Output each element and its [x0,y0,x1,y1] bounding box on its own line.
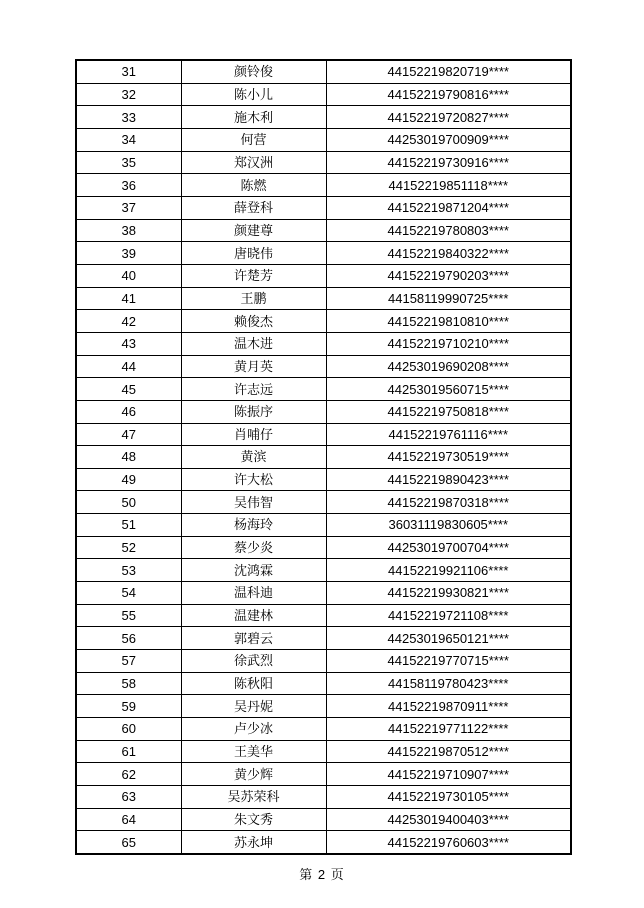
table-row [76,672,571,695]
table-row [76,378,571,401]
table-row [76,83,571,106]
id-number-cell: 44152219840322**** [326,242,571,265]
name-cell: 许大松 [181,468,326,491]
name-cell: 黄滨 [181,446,326,469]
name-cell: 颜建尊 [181,219,326,242]
id-number-cell: 44152219770715**** [326,650,571,673]
table-row [76,582,571,605]
id-number-cell: 44152219761116**** [326,423,571,446]
row-number-cell: 57 [76,650,181,673]
table-row [76,650,571,673]
name-cell: 何营 [181,128,326,151]
name-cell: 吴伟智 [181,491,326,514]
id-number-cell: 44253019400403**** [326,808,571,831]
name-cell: 温科迪 [181,582,326,605]
name-cell: 赖俊杰 [181,310,326,333]
id-number-cell: 44158119990725**** [326,287,571,310]
name-cell: 郑汉洲 [181,151,326,174]
id-number-cell: 44152219871204**** [326,196,571,219]
row-number-cell: 42 [76,310,181,333]
id-number-cell: 44152219890423**** [326,468,571,491]
id-number-cell: 44152219790816**** [326,83,571,106]
name-cell: 郭碧云 [181,627,326,650]
row-number-cell: 63 [76,786,181,809]
row-number-cell: 41 [76,287,181,310]
table-row [76,536,571,559]
id-number-cell: 44253019700704**** [326,536,571,559]
table-row [76,763,571,786]
id-number-cell: 44152219730105**** [326,786,571,809]
table-row [76,174,571,197]
id-number-cell: 44152219810810**** [326,310,571,333]
name-cell: 肖哺仔 [181,423,326,446]
table-row [76,219,571,242]
table-row [76,310,571,333]
table-row [76,740,571,763]
id-number-cell: 44158119780423**** [326,672,571,695]
row-number-cell: 46 [76,400,181,423]
row-number-cell: 59 [76,695,181,718]
table-row [76,604,571,627]
row-number-cell: 53 [76,559,181,582]
id-number-cell: 44152219820719**** [326,60,571,83]
table-row [76,627,571,650]
table-row [76,400,571,423]
name-cell: 陈振序 [181,400,326,423]
row-number-cell: 44 [76,355,181,378]
row-number-cell: 37 [76,196,181,219]
id-number-cell: 44152219750818**** [326,400,571,423]
id-number-cell: 44152219721108**** [326,604,571,627]
name-cell: 沈鸿霖 [181,559,326,582]
id-number-cell: 44152219730916**** [326,151,571,174]
id-number-cell: 44152219771122**** [326,718,571,741]
row-number-cell: 49 [76,468,181,491]
name-cell: 薛登科 [181,196,326,219]
name-cell: 卢少冰 [181,718,326,741]
name-cell: 陈秋阳 [181,672,326,695]
id-number-cell: 44152219870911**** [326,695,571,718]
name-cell: 许志远 [181,378,326,401]
row-number-cell: 39 [76,242,181,265]
id-number-cell: 36031119830605**** [326,514,571,537]
row-number-cell: 62 [76,763,181,786]
table-row [76,468,571,491]
table-row [76,60,571,83]
table-row [76,831,571,854]
name-cell: 吴丹妮 [181,695,326,718]
row-number-cell: 43 [76,332,181,355]
name-cell: 吴苏荣科 [181,786,326,809]
name-cell: 黄少辉 [181,763,326,786]
id-number-cell: 44152219870318**** [326,491,571,514]
row-number-cell: 51 [76,514,181,537]
row-number-cell: 50 [76,491,181,514]
name-cell: 温建林 [181,604,326,627]
name-cell: 陈小儿 [181,83,326,106]
name-cell: 徐武烈 [181,650,326,673]
id-number-cell: 44152219921106**** [326,559,571,582]
row-number-cell: 47 [76,423,181,446]
page-number-footer: 第 2 页 [299,867,345,882]
row-number-cell: 33 [76,106,181,129]
id-number-cell: 44152219790203**** [326,264,571,287]
id-number-cell: 44253019650121**** [326,627,571,650]
name-cell: 颜铃俊 [181,60,326,83]
id-number-cell: 44253019560715**** [326,378,571,401]
table-row [76,695,571,718]
row-number-cell: 32 [76,83,181,106]
table-row [76,559,571,582]
id-number-cell: 44152219870512**** [326,740,571,763]
id-number-cell: 44152219930821**** [326,582,571,605]
table-row [76,242,571,265]
table-row [76,287,571,310]
row-number-cell: 34 [76,128,181,151]
name-cell: 杨海玲 [181,514,326,537]
name-cell: 黄月英 [181,355,326,378]
row-number-cell: 65 [76,831,181,854]
row-number-cell: 56 [76,627,181,650]
name-cell: 蔡少炎 [181,536,326,559]
row-number-cell: 58 [76,672,181,695]
row-number-cell: 52 [76,536,181,559]
id-number-cell: 44152219710210**** [326,332,571,355]
id-number-cell: 44152219730519**** [326,446,571,469]
row-number-cell: 48 [76,446,181,469]
name-cell: 苏永坤 [181,831,326,854]
row-number-cell: 35 [76,151,181,174]
id-number-cell: 44152219780803**** [326,219,571,242]
table-row [76,786,571,809]
table-row [76,106,571,129]
name-cell: 唐晓伟 [181,242,326,265]
name-cell: 王鹏 [181,287,326,310]
row-number-cell: 60 [76,718,181,741]
row-number-cell: 40 [76,264,181,287]
row-number-cell: 31 [76,60,181,83]
name-cell: 许楚芳 [181,264,326,287]
table-row [76,446,571,469]
row-number-cell: 38 [76,219,181,242]
name-cell: 温木进 [181,332,326,355]
row-number-cell: 54 [76,582,181,605]
name-cell: 施木利 [181,106,326,129]
id-number-cell: 44253019700909**** [326,128,571,151]
table-row [76,514,571,537]
name-cell: 王美华 [181,740,326,763]
table-row [76,264,571,287]
id-number-cell: 44152219720827**** [326,106,571,129]
table-row [76,355,571,378]
row-number-cell: 61 [76,740,181,763]
table-row [76,491,571,514]
row-number-cell: 64 [76,808,181,831]
id-number-cell: 44152219760603**** [326,831,571,854]
name-cell: 陈燃 [181,174,326,197]
id-number-cell: 44253019690208**** [326,355,571,378]
table-row [76,808,571,831]
table-row [76,332,571,355]
table-row [76,423,571,446]
id-number-cell: 44152219710907**** [326,763,571,786]
table-row [76,718,571,741]
row-number-cell: 55 [76,604,181,627]
row-number-cell: 45 [76,378,181,401]
table-row [76,151,571,174]
table-row [76,128,571,151]
table-row [76,196,571,219]
id-number-cell: 44152219851118**** [326,174,571,197]
roster-table [75,59,572,855]
name-cell: 朱文秀 [181,808,326,831]
row-number-cell: 36 [76,174,181,197]
